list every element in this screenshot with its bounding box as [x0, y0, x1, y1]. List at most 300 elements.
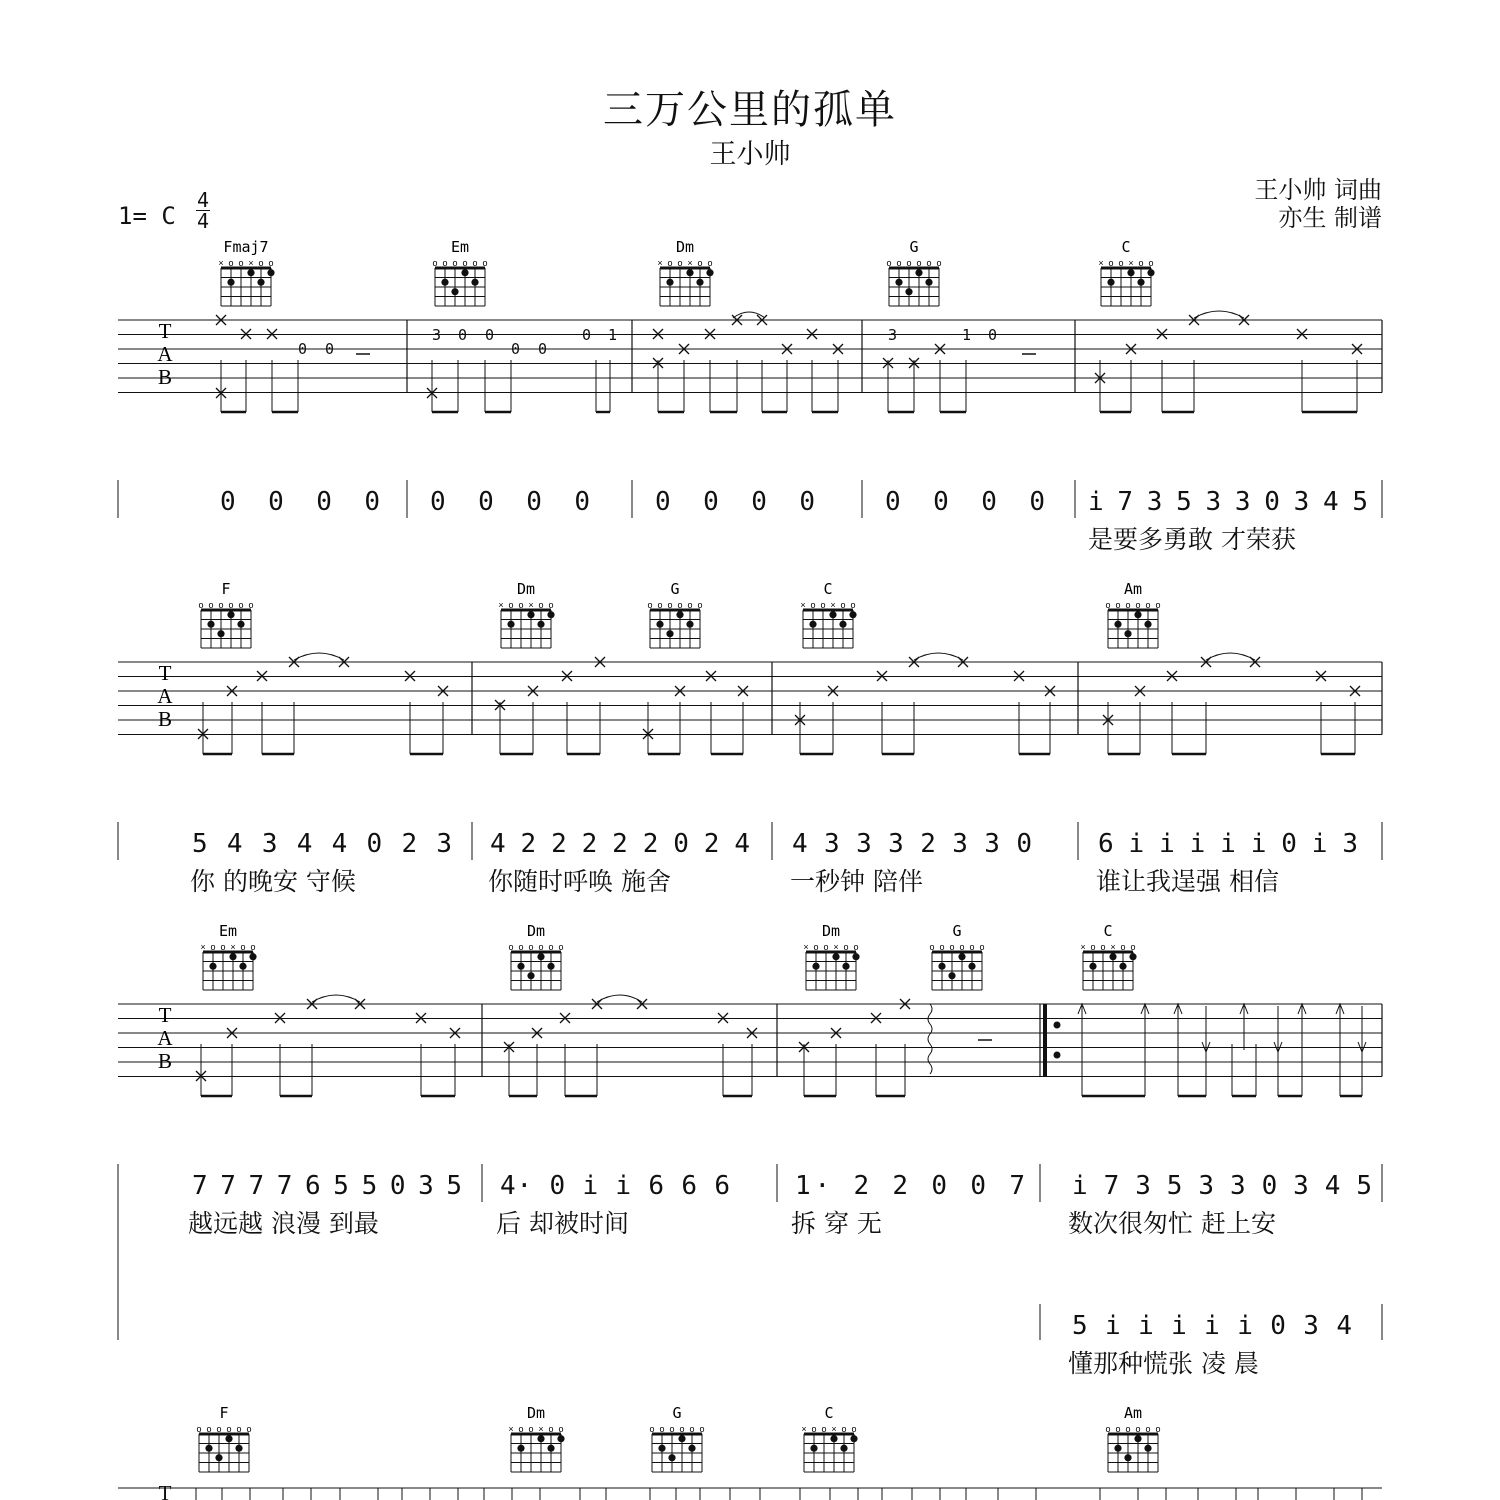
chord-diagram	[649, 1404, 704, 1472]
finger-dot	[849, 611, 856, 618]
chord-name: G	[670, 580, 680, 598]
tie	[312, 995, 360, 1002]
string-marker: o	[518, 942, 524, 952]
string-marker: ×	[800, 600, 806, 610]
finger-dot	[658, 1445, 665, 1452]
tab-fret-number: 0	[298, 340, 308, 358]
string-marker: o	[699, 1424, 705, 1434]
credit-lyrics-music: 王小帅 词曲	[1254, 176, 1382, 204]
string-marker: o	[677, 600, 683, 610]
finger-dot	[958, 953, 965, 960]
finger-dot	[247, 269, 254, 276]
string-marker: o	[518, 1424, 524, 1434]
string-marker: o	[452, 258, 458, 268]
finger-dot	[1127, 269, 1134, 276]
finger-dot	[810, 1445, 817, 1452]
tab-fret-number: 0	[538, 340, 548, 358]
finger-dot	[1114, 621, 1121, 628]
credit-arranger: 亦生 制谱	[1278, 204, 1382, 232]
finger-dot	[237, 621, 244, 628]
string-marker: o	[929, 942, 935, 952]
finger-dot	[686, 621, 693, 628]
finger-dot	[225, 1435, 232, 1442]
finger-dot	[676, 611, 683, 618]
string-marker: ×	[687, 258, 693, 268]
finger-dot	[1134, 611, 1141, 618]
finger-dot	[1129, 953, 1136, 960]
string-marker: o	[843, 942, 849, 952]
tie	[1194, 311, 1244, 318]
finger-dot	[257, 279, 264, 286]
string-marker: o	[1145, 600, 1151, 610]
finger-dot	[905, 288, 912, 295]
string-marker: ×	[1080, 942, 1086, 952]
finger-dot	[227, 611, 234, 618]
time-signature: 4 4	[196, 188, 210, 233]
lyrics-line: 谁让我逞强 相信	[1096, 867, 1279, 896]
finger-dot	[1144, 1445, 1151, 1452]
chord-diagram	[886, 238, 941, 306]
lyrics-line: 后 却被时间	[496, 1209, 629, 1238]
tab-fret-number: 0	[582, 326, 592, 344]
chord-diagram	[198, 580, 253, 648]
chord-diagram	[1080, 922, 1136, 990]
chord-name: C	[824, 1404, 834, 1422]
finger-dot	[547, 963, 554, 970]
chord-diagram	[929, 922, 984, 990]
string-marker: o	[1125, 1424, 1131, 1434]
chord-name: G	[952, 922, 962, 940]
jianpu-measure: 4· 0 i i 6 6 6	[500, 1171, 730, 1201]
string-marker: o	[220, 942, 226, 952]
chord-diagram	[647, 580, 702, 648]
string-marker: o	[969, 942, 975, 952]
finger-dot	[1089, 963, 1096, 970]
tab-label-a: A	[157, 342, 173, 366]
string-marker: o	[926, 258, 932, 268]
string-marker: o	[228, 258, 234, 268]
finger-dot	[696, 279, 703, 286]
string-marker: ×	[833, 942, 839, 952]
string-marker: o	[853, 942, 859, 952]
string-marker: o	[238, 258, 244, 268]
string-marker: o	[1148, 258, 1154, 268]
finger-dot	[217, 630, 224, 637]
lyrics-line: 越远越 浪漫 到最	[188, 1209, 379, 1238]
tab-fret-number: 0	[458, 326, 468, 344]
jianpu-measure: 7 7 7 7 6 5 5 0 3 5	[192, 1171, 462, 1201]
finger-dot	[1107, 279, 1114, 286]
tab-fret-number: 0	[988, 326, 998, 344]
string-marker: o	[1125, 600, 1131, 610]
string-marker: o	[248, 600, 254, 610]
finger-dot	[517, 963, 524, 970]
string-marker: o	[1115, 600, 1121, 610]
string-marker: o	[906, 258, 912, 268]
chord-diagram	[803, 922, 859, 990]
finger-dot	[812, 963, 819, 970]
finger-dot	[547, 611, 554, 618]
jianpu-measure: 4 2 2 2 2 2 0 2 4	[490, 829, 750, 859]
chord-diagram	[1105, 1404, 1160, 1472]
repeat-dot	[1054, 1022, 1061, 1029]
string-marker: o	[548, 942, 554, 952]
tie	[733, 312, 765, 318]
finger-dot	[267, 269, 274, 276]
finger-dot	[840, 1445, 847, 1452]
string-marker: o	[208, 600, 214, 610]
string-marker: o	[669, 1424, 675, 1434]
string-marker: o	[850, 600, 856, 610]
string-marker: o	[216, 1424, 222, 1434]
chord-name: F	[219, 1404, 229, 1422]
tab-fret-number: 0	[325, 340, 335, 358]
string-marker: o	[528, 942, 534, 952]
string-marker: o	[886, 258, 892, 268]
string-marker: o	[548, 600, 554, 610]
string-marker: o	[1118, 258, 1124, 268]
string-marker: ×	[248, 258, 254, 268]
chord-name: Em	[218, 922, 238, 940]
chord-name: Fmaj7	[223, 238, 269, 256]
finger-dot	[1147, 269, 1154, 276]
string-marker: o	[813, 942, 819, 952]
string-marker: o	[840, 600, 846, 610]
finger-dot	[207, 621, 214, 628]
string-marker: o	[196, 1424, 202, 1434]
string-marker: o	[226, 1424, 232, 1434]
string-marker: o	[649, 1424, 655, 1434]
string-marker: ×	[1110, 942, 1116, 952]
lyrics-line: 数次很匆忙 赶上安	[1068, 1209, 1276, 1238]
string-marker: o	[1145, 1424, 1151, 1434]
finger-dot	[968, 963, 975, 970]
repeat-dot	[1054, 1052, 1061, 1059]
finger-dot	[1124, 1454, 1131, 1461]
string-marker: o	[228, 600, 234, 610]
tab-label-t: T	[158, 1003, 172, 1027]
string-marker: o	[258, 258, 264, 268]
chord-name: C	[1103, 922, 1113, 940]
chord-diagram	[801, 1404, 857, 1472]
string-marker: o	[659, 1424, 665, 1434]
jianpu-measure: 0 0 0 0	[220, 487, 380, 517]
jianpu-measure: i 7 3 5 3 3 0 3 4 5	[1072, 1171, 1372, 1201]
string-marker: ×	[538, 1424, 544, 1434]
string-marker: o	[1090, 942, 1096, 952]
finger-dot	[839, 621, 846, 628]
finger-dot	[850, 1435, 857, 1442]
chord-name: Dm	[675, 238, 695, 256]
string-marker: o	[821, 1424, 827, 1434]
finger-dot	[686, 269, 693, 276]
chord-name: G	[909, 238, 919, 256]
string-marker: o	[268, 258, 274, 268]
string-marker: o	[687, 600, 693, 610]
string-marker: ×	[230, 942, 236, 952]
finger-dot	[209, 963, 216, 970]
string-marker: o	[1155, 1424, 1161, 1434]
finger-dot	[895, 279, 902, 286]
string-marker: o	[667, 600, 673, 610]
tie	[914, 653, 963, 660]
song-title: 三万公里的孤单	[603, 87, 897, 133]
chord-diagram	[657, 238, 713, 306]
finger-dot	[706, 269, 713, 276]
jianpu-measure: 0 0 0 0	[430, 487, 590, 517]
chord-name: G	[672, 1404, 682, 1422]
string-marker: o	[823, 942, 829, 952]
chord-name: F	[221, 580, 231, 598]
string-marker: o	[1155, 600, 1161, 610]
chord-diagram	[508, 922, 563, 990]
finger-dot	[461, 269, 468, 276]
string-marker: o	[238, 600, 244, 610]
finger-dot	[471, 279, 478, 286]
string-marker: o	[949, 942, 955, 952]
string-marker: ×	[508, 1424, 514, 1434]
finger-dot	[235, 1445, 242, 1452]
string-marker: o	[442, 258, 448, 268]
finger-dot	[842, 963, 849, 970]
chord-diagram	[1098, 238, 1154, 306]
chord-diagram	[196, 1404, 251, 1472]
jianpu-measure: 4 3 3 3 2 3 3 0	[792, 829, 1032, 859]
string-marker: o	[1135, 600, 1141, 610]
finger-dot	[830, 1435, 837, 1442]
string-marker: o	[508, 600, 514, 610]
finger-dot	[688, 1445, 695, 1452]
finger-dot	[925, 279, 932, 286]
tab-fret-number: 1	[608, 326, 618, 344]
tie	[294, 653, 344, 660]
string-marker: o	[810, 600, 816, 610]
chord-name: Em	[450, 238, 470, 256]
string-marker: o	[1115, 1424, 1121, 1434]
tie	[1206, 653, 1255, 660]
string-marker: ×	[803, 942, 809, 952]
string-marker: o	[508, 942, 514, 952]
string-marker: o	[697, 600, 703, 610]
string-marker: o	[689, 1424, 695, 1434]
string-marker: o	[472, 258, 478, 268]
string-marker: o	[1105, 1424, 1111, 1434]
tab-fret-number: 3	[432, 326, 442, 344]
string-marker: o	[916, 258, 922, 268]
tab-label-t: T	[158, 1481, 172, 1500]
string-marker: ×	[830, 600, 836, 610]
chord-diagram	[218, 238, 274, 306]
chord-name: Dm	[526, 1404, 546, 1422]
string-marker: ×	[831, 1424, 837, 1434]
finger-dot	[666, 279, 673, 286]
string-marker: ×	[1128, 258, 1134, 268]
finger-dot	[507, 621, 514, 628]
finger-dot	[547, 1445, 554, 1452]
finger-dot	[948, 972, 955, 979]
string-marker: o	[1120, 942, 1126, 952]
string-marker: o	[1138, 258, 1144, 268]
chord-diagram	[508, 1404, 564, 1472]
string-marker: ×	[498, 600, 504, 610]
string-marker: o	[936, 258, 942, 268]
string-marker: o	[841, 1424, 847, 1434]
finger-dot	[451, 288, 458, 295]
string-marker: o	[210, 942, 216, 952]
string-marker: o	[558, 1424, 564, 1434]
artist-name: 王小帅	[709, 139, 791, 170]
string-marker: o	[538, 942, 544, 952]
chord-name: Am	[1123, 580, 1143, 598]
lyrics-line: 是要多勇敢 才荣获	[1088, 525, 1296, 554]
string-marker: o	[896, 258, 902, 268]
finger-dot	[215, 1454, 222, 1461]
string-marker: o	[851, 1424, 857, 1434]
finger-dot	[668, 1454, 675, 1461]
chord-name: Am	[1123, 1404, 1143, 1422]
finger-dot	[1114, 1445, 1121, 1452]
tab-label-b: B	[157, 365, 173, 389]
jianpu-measure: i 7 3 5 3 3 0 3 4 5	[1088, 487, 1368, 517]
finger-dot	[666, 630, 673, 637]
jianpu-measure: 0 0 0 0	[655, 487, 815, 517]
finger-dot	[249, 953, 256, 960]
string-marker: o	[679, 1424, 685, 1434]
string-marker: o	[198, 600, 204, 610]
string-marker: o	[538, 600, 544, 610]
string-marker: o	[528, 1424, 534, 1434]
tab-label-a: A	[157, 1026, 173, 1050]
string-marker: o	[697, 258, 703, 268]
finger-dot	[537, 953, 544, 960]
finger-dot	[1144, 621, 1151, 628]
finger-dot	[809, 621, 816, 628]
string-marker: o	[979, 942, 985, 952]
jianpu-alt-ending: 5 i i i i i 0 3 4	[1072, 1311, 1352, 1341]
string-marker: o	[206, 1424, 212, 1434]
tab-fret-number: 0	[511, 340, 521, 358]
string-marker: o	[1130, 942, 1136, 952]
string-marker: o	[1100, 942, 1106, 952]
tab-label-t: T	[158, 319, 172, 343]
string-marker: ×	[528, 600, 534, 610]
lyrics-alt-ending: 懂那种慌张 凌 晨	[1068, 1349, 1259, 1378]
jianpu-measure: 0 0 0 0	[885, 487, 1045, 517]
string-marker: ×	[1098, 258, 1104, 268]
finger-dot	[557, 1435, 564, 1442]
string-marker: o	[462, 258, 468, 268]
string-marker: o	[236, 1424, 242, 1434]
string-marker: o	[811, 1424, 817, 1434]
tab-label-b: B	[157, 707, 173, 731]
lyrics-line: 一秒钟 陪伴	[790, 867, 923, 896]
jianpu-measure: 5 4 3 4 4 0 2 3	[192, 829, 452, 859]
string-marker: ×	[657, 258, 663, 268]
string-marker: ×	[200, 942, 206, 952]
key-signature: 1= C	[118, 202, 176, 230]
finger-dot	[239, 963, 246, 970]
finger-dot	[656, 621, 663, 628]
finger-dot	[537, 1435, 544, 1442]
lyrics-line: 你 的晚安 守候	[190, 867, 356, 896]
string-marker: o	[432, 258, 438, 268]
chord-name: Dm	[516, 580, 536, 598]
tab-fret-number: 1	[962, 326, 972, 344]
chord-diagram	[1105, 580, 1160, 648]
string-marker: o	[677, 258, 683, 268]
string-marker: o	[1108, 258, 1114, 268]
finger-dot	[227, 279, 234, 286]
string-marker: ×	[218, 258, 224, 268]
finger-dot	[1109, 953, 1116, 960]
tab-label-a: A	[157, 684, 173, 708]
chord-name: Dm	[526, 922, 546, 940]
chord-diagram	[432, 238, 487, 306]
string-marker: o	[1135, 1424, 1141, 1434]
finger-dot	[205, 1445, 212, 1452]
string-marker: o	[959, 942, 965, 952]
string-marker: o	[218, 600, 224, 610]
finger-dot	[229, 953, 236, 960]
finger-dot	[517, 1445, 524, 1452]
string-marker: o	[518, 600, 524, 610]
finger-dot	[441, 279, 448, 286]
jianpu-measure: 1· 2 2 0 0 7	[795, 1171, 1025, 1201]
chord-diagram	[498, 580, 554, 648]
tab-label-b: B	[157, 1049, 173, 1073]
chord-name: C	[1121, 238, 1131, 256]
finger-dot	[832, 953, 839, 960]
finger-dot	[915, 269, 922, 276]
lyrics-line: 拆 穿 无	[791, 1209, 882, 1238]
tab-fret-number: 3	[888, 326, 898, 344]
string-marker: ×	[801, 1424, 807, 1434]
string-marker: o	[246, 1424, 252, 1434]
string-marker: o	[939, 942, 945, 952]
jianpu-measure: 6 i i i i i 0 i 3	[1098, 829, 1358, 859]
chord-name: Dm	[821, 922, 841, 940]
finger-dot	[1124, 630, 1131, 637]
string-marker: o	[657, 600, 663, 610]
chord-name: C	[823, 580, 833, 598]
string-marker: o	[558, 942, 564, 952]
string-marker: o	[250, 942, 256, 952]
lyrics-line: 你随时呼唤 施舍	[488, 867, 671, 896]
chord-diagram	[200, 922, 256, 990]
tie	[597, 995, 642, 1002]
finger-dot	[1137, 279, 1144, 286]
string-marker: o	[1105, 600, 1111, 610]
finger-dot	[1134, 1435, 1141, 1442]
finger-dot	[527, 611, 534, 618]
string-marker: o	[707, 258, 713, 268]
string-marker: o	[548, 1424, 554, 1434]
arpeggio-mark	[928, 1004, 932, 1074]
finger-dot	[537, 621, 544, 628]
chord-diagram	[800, 580, 856, 648]
finger-dot	[678, 1435, 685, 1442]
string-marker: o	[667, 258, 673, 268]
finger-dot	[527, 972, 534, 979]
string-marker: o	[820, 600, 826, 610]
finger-dot	[852, 953, 859, 960]
finger-dot	[1119, 963, 1126, 970]
string-marker: o	[482, 258, 488, 268]
finger-dot	[829, 611, 836, 618]
finger-dot	[938, 963, 945, 970]
string-marker: o	[647, 600, 653, 610]
tab-label-t: T	[158, 661, 172, 685]
